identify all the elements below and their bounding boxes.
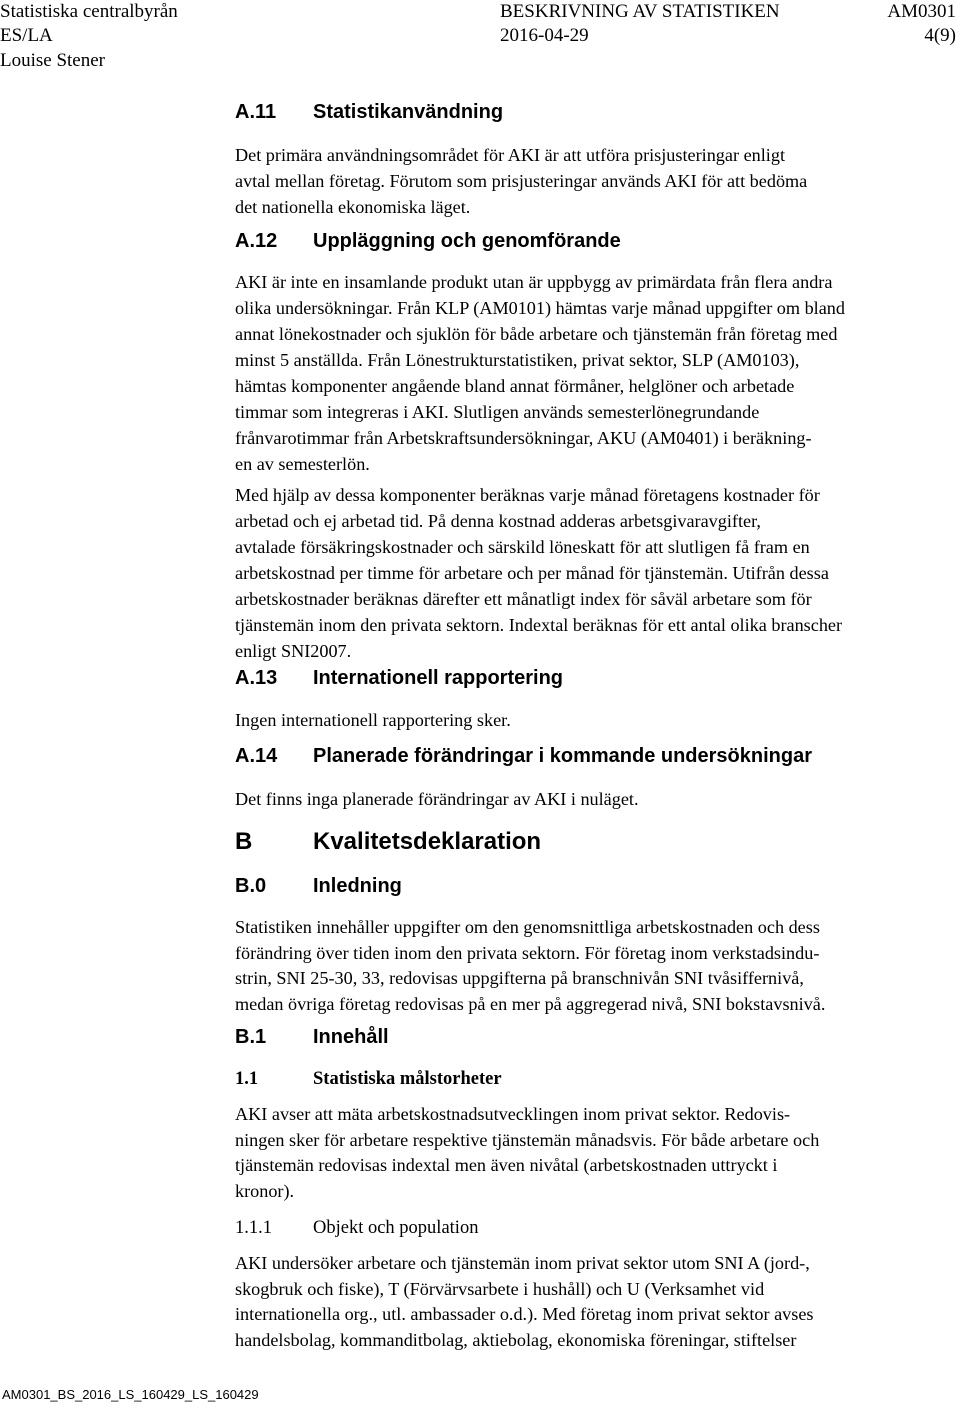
text-line: avtal mellan företag. Förutom som prisjusteringar används AKI för att bedöma: [235, 171, 808, 191]
text-line: Med hjälp av dessa komponenter beräknas varje månad företagens kostnader för: [235, 485, 820, 505]
text-line: strin, SNI 25-30, 33, redovisas uppgifterna på branschnivån SNI tvåsiffernivå,: [235, 968, 804, 988]
text-line: en av semesterlön.: [235, 454, 370, 474]
text-line: Ingen internationell rapportering sker.: [235, 710, 511, 730]
header-org: Statistiska centralbyrån: [0, 1, 178, 22]
text-line: kronor).: [235, 1180, 295, 1201]
text-line: skogbruk och fiske), T (Förvärvsarbete i hushåll) och U (Verksamhet vid: [235, 1278, 765, 1299]
paragraph-a14: [235, 786, 960, 812]
heading-number: B.0: [235, 875, 267, 897]
text-line: arbetad och ej arbetad tid. På denna kostnad adderas arbetsgivaravgifter,: [235, 511, 761, 531]
paragraph-a12-2: [235, 482, 960, 664]
heading-title: Statistiska målstorheter: [313, 1069, 502, 1089]
paragraph-1-1: [235, 1102, 960, 1204]
text-line: timmar som integreras i AKI. Slutligen används semesterlönegrundande: [235, 402, 760, 422]
heading-title: Internationell rapportering: [313, 667, 564, 689]
heading-number: A.12: [235, 230, 278, 252]
heading-number: A.11: [235, 101, 277, 123]
text-line: AKI avser att mäta arbetskostnadsutvecklingen inom privat sektor. Redovis-: [235, 1104, 791, 1124]
paragraph-a12-1: [235, 269, 960, 477]
text-line: ningen sker för arbetare respektive tjänstemän månadsvis. För både arbetare och: [235, 1129, 820, 1150]
text-line: handelsbolag, kommanditbolag, aktiebolag, ekonomiska föreningar, stiftelser: [235, 1329, 797, 1350]
heading-title: Kvalitetsdeklaration: [313, 828, 542, 855]
heading-number: B: [235, 828, 253, 855]
text-line: arbetskostnader beräknas därefter ett månatligt index för såväl arbetare som för: [235, 589, 812, 609]
text-line: Det primära användningsområdet för AKI är att utföra prisjusteringar enligt: [235, 145, 785, 165]
header-date: 2016-04-29: [500, 25, 589, 46]
heading-number: A.13: [235, 667, 278, 689]
text-line: internationella org., utl. ambassader o.d.). Med företag inom privat sektor avses: [235, 1304, 814, 1324]
heading-title: Innehåll: [313, 1026, 389, 1048]
heading-title: Inledning: [313, 875, 402, 897]
header-page-number: 4(9): [924, 25, 956, 46]
text-line: enligt SNI2007.: [235, 641, 352, 661]
header-code: AM0301: [887, 1, 956, 22]
text-line: hämtas komponenter angående bland annat förmåner, helglöner och arbetade: [235, 376, 795, 396]
heading-number: B.1: [235, 1026, 267, 1048]
text-line: förändring över tiden inom den privata sektorn. För företag inom verkstadsindu-: [235, 942, 820, 963]
heading-number: A.14: [235, 745, 278, 767]
text-line: Statistiken innehåller uppgifter om den genomsnittliga arbetskostnaden och dess: [235, 917, 820, 937]
header-unit: ES/LA: [0, 25, 53, 46]
text-line: minst 5 anställda. Från Lönestrukturstatistiken, privat sektor, SLP (AM0103),: [235, 350, 800, 370]
heading-title: Statistikanvändning: [313, 101, 504, 123]
paragraph-a11: [235, 142, 960, 220]
text-line: annat lönekostnader och sjuklön för både arbetare och tjänstemän från företag med: [235, 324, 838, 344]
heading-title: Objekt och population: [313, 1218, 479, 1238]
heading-number: 1.1: [235, 1069, 259, 1089]
text-line: medan övriga företag redovisas på en mer på aggregerad nivå, SNI bokstavsnivå.: [235, 993, 826, 1014]
text-line: AKI undersöker arbetare och tjänstemän inom privat sektor utom SNI A (jord-,: [235, 1253, 810, 1273]
footer-file-id: AM0301_BS_2016_LS_160429_LS_160429: [2, 1387, 259, 1402]
text-line: AKI är inte en insamlande produkt utan är uppbygg av primärdata från flera andra: [235, 272, 833, 292]
header-doc-type: BESKRIVNING AV STATISTIKEN: [500, 1, 780, 22]
text-line: frånvarotimmar från Arbetskraftsundersökningar, AKU (AM0401) i beräkning-: [235, 428, 812, 448]
heading-title: Uppläggning och genomförande: [313, 230, 621, 252]
text-line: avtalade försäkringskostnader och särskild löneskatt för att slutligen få fram en: [235, 537, 810, 557]
paragraph-1-1-1: [235, 1251, 960, 1353]
text-line: Det finns inga planerade förändringar av AKI i nuläget.: [235, 789, 639, 809]
header-author: Louise Stener: [0, 50, 106, 71]
heading-title: Planerade förändringar i kommande undersökningar: [313, 745, 813, 767]
text-line: olika undersökningar. Från KLP (AM0101) hämtas varje månad uppgifter om bland: [235, 298, 845, 318]
text-line: tjänstemän inom den privata sektorn. Indextal beräknas för ett antal olika branscher: [235, 615, 843, 635]
text-line: det nationella ekonomiska läget.: [235, 197, 471, 217]
text-line: arbetskostnad per timme för arbetare och per månad för tjänstemän. Utifrån dessa: [235, 563, 829, 583]
paragraph-a13: [235, 707, 960, 733]
heading-number: 1.1.1: [235, 1218, 272, 1238]
paragraph-b0: [235, 915, 960, 1017]
text-line: tjänstemän redovisas indextal men även nivåtal (arbetskostnaden uttryckt i: [235, 1155, 778, 1175]
